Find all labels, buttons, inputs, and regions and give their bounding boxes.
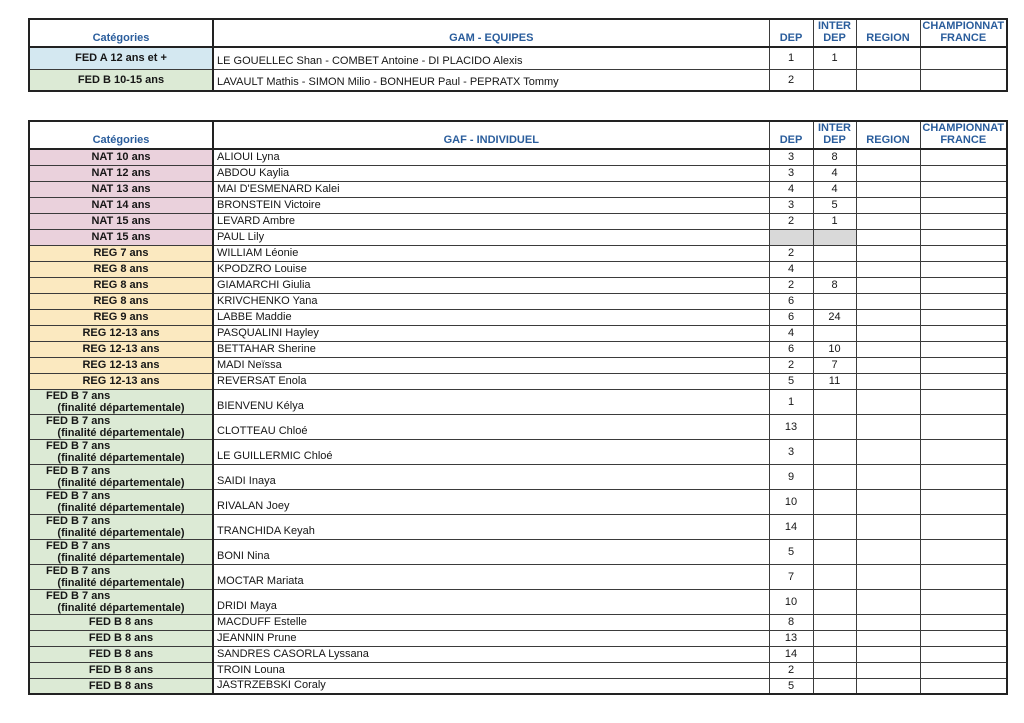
athlete-name-cell: BRONSTEIN Victoire [213,197,769,213]
france-cell [920,439,1007,464]
category-cell [29,589,213,614]
region-cell [856,165,920,181]
gam-equipes-body [29,47,1007,91]
region-cell [856,181,920,197]
category-cell [29,389,213,414]
dep-cell: 4 [769,325,813,341]
categories-header: Catégories [29,19,213,47]
category-cell [29,489,213,514]
region-cell [856,514,920,539]
region-cell [856,293,920,309]
category-cell: REG 8 ans [29,277,213,293]
inter-dep-header: INTER DEP [813,121,856,149]
athlete-row [29,197,1007,213]
region-cell [856,245,920,261]
inter-dep-cell: 10 [813,341,856,357]
dep-cell: 3 [769,197,813,213]
athlete-name-cell: PASQUALINI Hayley [213,325,769,341]
category-cell: NAT 14 ans [29,197,213,213]
athlete-name-cell: SAIDI Inaya [213,464,769,489]
dep-cell: 8 [769,614,813,630]
inter-dep-cell [813,489,856,514]
gam-header-row [29,19,1007,47]
dep-cell: 6 [769,293,813,309]
gam-equipes-table [28,18,1008,92]
region-cell [856,69,920,91]
france-cell [920,589,1007,614]
france-cell [920,373,1007,389]
athlete-name-cell: CLOTTEAU Chloé [213,414,769,439]
dep-cell [769,229,813,245]
category-cell: REG 12-13 ans [29,357,213,373]
france-cell [920,325,1007,341]
inter-dep-cell [813,539,856,564]
athlete-name-cell: LABBE Maddie [213,309,769,325]
category-cell: NAT 10 ans [29,149,213,165]
championnat-france-header: CHAMPIONNAT FRANCE [920,19,1007,47]
dep-cell: 9 [769,464,813,489]
region-header: REGION [856,121,920,149]
dep-cell: 13 [769,414,813,439]
region-cell [856,414,920,439]
france-cell [920,261,1007,277]
france-cell [920,414,1007,439]
france-cell [920,514,1007,539]
region-cell [856,539,920,564]
athlete-name-cell: MADI Neïssa [213,357,769,373]
category-label: FED B 7 ans [46,414,111,427]
dep-header: DEP [769,121,813,149]
category-cell: REG 8 ans [29,293,213,309]
inter-dep-cell: 1 [813,47,856,69]
region-cell [856,373,920,389]
inter-dep-cell [813,589,856,614]
athlete-row [29,69,1007,91]
athlete-row [29,47,1007,69]
category-cell: REG 7 ans [29,245,213,261]
inter-dep-cell [813,439,856,464]
dep-cell: 5 [769,373,813,389]
category-cell: REG 12-13 ans [29,325,213,341]
inter-dep-cell [813,261,856,277]
inter-dep-cell: 5 [813,197,856,213]
region-cell [856,464,920,489]
france-cell [920,165,1007,181]
athlete-row [29,229,1007,245]
athlete-name-cell: ABDOU Kaylia [213,165,769,181]
athlete-row [29,514,1007,539]
inter-dep-cell: 24 [813,309,856,325]
inter-dep-cell: 4 [813,181,856,197]
athlete-row [29,213,1007,229]
region-cell [856,325,920,341]
region-cell [856,439,920,464]
inter-dep-cell: 11 [813,373,856,389]
athlete-name-cell: JEANNIN Prune [213,630,769,646]
france-cell [920,293,1007,309]
athlete-name-cell: RIVALAN Joey [213,489,769,514]
athlete-name-cell: BETTAHAR Sherine [213,341,769,357]
france-cell [920,229,1007,245]
athlete-row [29,149,1007,165]
athlete-name-cell: LAVAULT Mathis - SIMON Milio - BONHEUR Paul - PEPRATX Tommy [213,69,769,91]
region-cell [856,149,920,165]
inter-dep-cell [813,564,856,589]
france-cell [920,47,1007,69]
france-cell [920,564,1007,589]
france-cell [920,245,1007,261]
category-sublabel: (finalité départementale) [57,576,185,589]
category-cell: NAT 15 ans [29,213,213,229]
region-cell [856,614,920,630]
athlete-row [29,589,1007,614]
inter-dep-cell [813,69,856,91]
categories-header: Catégories [29,121,213,149]
dep-cell: 1 [769,47,813,69]
athlete-name-cell: TROIN Louna [213,662,769,678]
inter-dep-cell [813,678,856,694]
gam-equipes-title: GAM - EQUIPES [213,19,769,47]
region-cell [856,646,920,662]
category-sublabel: (finalité départementale) [57,426,185,439]
athlete-name-cell: LEVARD Ambre [213,213,769,229]
dep-cell: 13 [769,630,813,646]
category-cell [29,464,213,489]
region-cell [856,341,920,357]
category-cell: NAT 12 ans [29,165,213,181]
france-cell [920,662,1007,678]
dep-cell: 4 [769,181,813,197]
athlete-name-cell: SANDRES CASORLA Lyssana [213,646,769,662]
region-cell [856,357,920,373]
region-cell [856,630,920,646]
athlete-name-cell: PAUL Lily [213,229,769,245]
athlete-name-cell: WILLIAM Léonie [213,245,769,261]
athlete-name-cell: JASTRZEBSKI Coraly [213,678,769,694]
category-label: FED B 7 ans [46,539,111,552]
category-cell: FED B 8 ans [29,678,213,694]
inter-dep-cell [813,414,856,439]
inter-dep-cell [813,614,856,630]
france-cell [920,181,1007,197]
inter-dep-cell [813,514,856,539]
france-cell [920,389,1007,414]
dep-cell: 2 [769,245,813,261]
athlete-row [29,646,1007,662]
inter-dep-cell [813,325,856,341]
region-cell [856,678,920,694]
athlete-name-cell: DRIDI Maya [213,589,769,614]
athlete-row [29,439,1007,464]
category-cell: FED B 8 ans [29,630,213,646]
inter-dep-cell [813,245,856,261]
france-cell [920,213,1007,229]
region-cell [856,229,920,245]
dep-cell: 2 [769,662,813,678]
dep-cell: 5 [769,539,813,564]
region-cell [856,489,920,514]
region-cell [856,261,920,277]
dep-cell: 3 [769,149,813,165]
dep-cell: 7 [769,564,813,589]
dep-cell: 1 [769,389,813,414]
athlete-row [29,373,1007,389]
athlete-name-cell: KPODZRO Louise [213,261,769,277]
france-cell [920,539,1007,564]
athlete-row [29,277,1007,293]
dep-cell: 14 [769,646,813,662]
region-cell [856,589,920,614]
championnat-france-header: CHAMPIONNAT FRANCE [920,121,1007,149]
region-cell [856,197,920,213]
dep-cell: 2 [769,277,813,293]
france-cell [920,69,1007,91]
athlete-row [29,678,1007,694]
inter-dep-cell [813,662,856,678]
dep-cell: 5 [769,678,813,694]
region-cell [856,213,920,229]
dep-cell: 14 [769,514,813,539]
athlete-row [29,630,1007,646]
athlete-row [29,464,1007,489]
athlete-row [29,614,1007,630]
gaf-individuel-title: GAF - INDIVIDUEL [213,121,769,149]
gaf-header-row [29,121,1007,149]
athlete-name-cell: MOCTAR Mariata [213,564,769,589]
category-cell [29,439,213,464]
dep-header: DEP [769,19,813,47]
category-sublabel: (finalité départementale) [57,476,185,489]
category-cell: NAT 15 ans [29,229,213,245]
region-cell [856,277,920,293]
inter-dep-header: INTER DEP [813,19,856,47]
category-cell [29,564,213,589]
dep-cell: 2 [769,357,813,373]
athlete-row [29,325,1007,341]
category-label: FED B 7 ans [46,514,111,527]
france-cell [920,309,1007,325]
category-sublabel: (finalité départementale) [57,451,185,464]
gaf-individuel-body [29,149,1007,694]
athlete-row [29,489,1007,514]
athlete-name-cell: BIENVENU Kélya [213,389,769,414]
category-label: FED B 7 ans [46,389,111,402]
dep-cell: 4 [769,261,813,277]
athlete-row [29,564,1007,589]
dep-cell: 2 [769,69,813,91]
inter-dep-cell [813,646,856,662]
athlete-row [29,341,1007,357]
athlete-row [29,309,1007,325]
athlete-row [29,181,1007,197]
athlete-row [29,389,1007,414]
region-cell [856,47,920,69]
region-header: REGION [856,19,920,47]
category-cell: FED B 8 ans [29,662,213,678]
athlete-row [29,245,1007,261]
inter-dep-cell: 8 [813,149,856,165]
category-cell [29,539,213,564]
france-cell [920,614,1007,630]
athlete-row [29,539,1007,564]
athlete-row [29,662,1007,678]
dep-cell: 10 [769,489,813,514]
inter-dep-cell [813,229,856,245]
france-cell [920,357,1007,373]
category-sublabel: (finalité départementale) [57,501,185,514]
region-cell [856,389,920,414]
france-cell [920,277,1007,293]
athlete-name-cell: LE GUILLERMIC Chloé [213,439,769,464]
athlete-name-cell: REVERSAT Enola [213,373,769,389]
france-cell [920,464,1007,489]
gaf-individuel-table [28,120,1008,695]
category-sublabel: (finalité départementale) [57,551,185,564]
athlete-name-cell: ALIOUI Lyna [213,149,769,165]
inter-dep-cell [813,464,856,489]
inter-dep-cell [813,389,856,414]
france-cell [920,630,1007,646]
athlete-row [29,165,1007,181]
inter-dep-cell [813,293,856,309]
category-cell: REG 12-13 ans [29,341,213,357]
category-cell [29,414,213,439]
category-cell: REG 12-13 ans [29,373,213,389]
athlete-name-cell: TRANCHIDA Keyah [213,514,769,539]
inter-dep-cell [813,630,856,646]
category-label: FED B 7 ans [46,564,111,577]
athlete-name-cell: MAI D'ESMENARD Kalei [213,181,769,197]
region-cell [856,309,920,325]
inter-dep-cell: 4 [813,165,856,181]
athlete-row [29,293,1007,309]
category-label: FED B 7 ans [46,589,111,602]
dep-cell: 10 [769,589,813,614]
dep-cell: 3 [769,439,813,464]
category-cell: REG 8 ans [29,261,213,277]
category-cell: FED A 12 ans et + [29,47,213,69]
inter-dep-cell: 7 [813,357,856,373]
region-cell [856,564,920,589]
athlete-name-cell: BONI Nina [213,539,769,564]
inter-dep-cell: 1 [813,213,856,229]
france-cell [920,646,1007,662]
athlete-row [29,357,1007,373]
category-sublabel: (finalité départementale) [57,601,185,614]
category-cell: REG 9 ans [29,309,213,325]
category-label: FED B 7 ans [46,489,111,502]
dep-cell: 6 [769,309,813,325]
athlete-name-cell: MACDUFF Estelle [213,614,769,630]
category-label: FED B 7 ans [46,464,111,477]
france-cell [920,678,1007,694]
dep-cell: 2 [769,213,813,229]
category-cell: FED B 10-15 ans [29,69,213,91]
region-cell [856,662,920,678]
inter-dep-cell: 8 [813,277,856,293]
france-cell [920,341,1007,357]
athlete-name-cell: LE GOUELLEC Shan - COMBET Antoine - DI PLACIDO Alexis [213,47,769,69]
athlete-name-cell: GIAMARCHI Giulia [213,277,769,293]
athlete-name-cell: KRIVCHENKO Yana [213,293,769,309]
athlete-row [29,414,1007,439]
dep-cell: 3 [769,165,813,181]
category-cell: NAT 13 ans [29,181,213,197]
category-sublabel: (finalité départementale) [57,401,185,414]
category-cell: FED B 8 ans [29,646,213,662]
category-cell: FED B 8 ans [29,614,213,630]
category-label: FED B 7 ans [46,439,111,452]
france-cell [920,489,1007,514]
category-cell [29,514,213,539]
france-cell [920,197,1007,213]
athlete-row [29,261,1007,277]
dep-cell: 6 [769,341,813,357]
category-sublabel: (finalité départementale) [57,526,185,539]
france-cell [920,149,1007,165]
